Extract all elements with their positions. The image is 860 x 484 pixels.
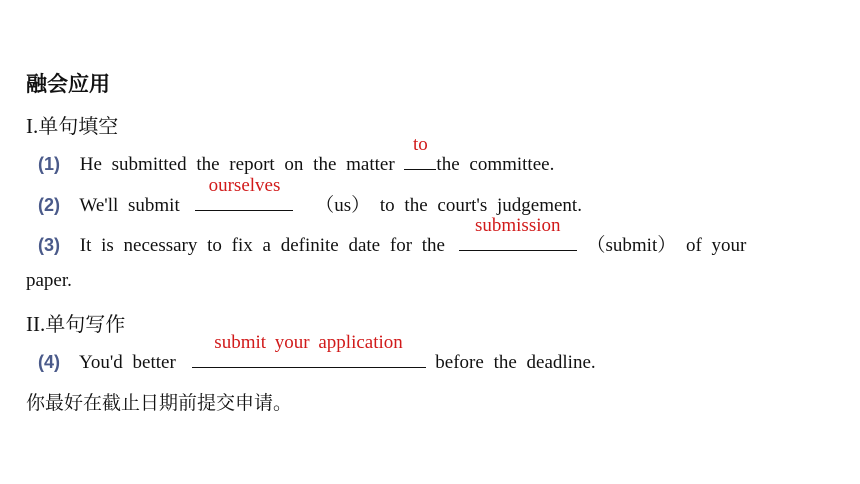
question-text-after: the committee. [436, 154, 555, 175]
answer-blank [404, 134, 436, 170]
question-hint: （us） [315, 195, 371, 216]
section-roman-numeral: II. [26, 312, 46, 336]
question-hint: （submit） [586, 235, 677, 256]
section-sentence-writing [26, 308, 125, 337]
section-title: 单句写作 [45, 312, 126, 336]
section-fill-blank [26, 110, 118, 139]
answer-blank [192, 332, 426, 368]
question-number: (1) [38, 154, 60, 174]
question-text-after: of your [685, 235, 747, 256]
question-2 [38, 175, 582, 217]
question-3 [38, 215, 747, 257]
question-text-before: We'll submit [79, 195, 180, 216]
section-roman-numeral: I. [26, 114, 39, 138]
question-4 [38, 332, 596, 374]
answer-blank [195, 175, 293, 211]
question-3-continuation: paper. [26, 270, 72, 291]
question-1 [38, 134, 555, 176]
answer-text: ourselves [208, 175, 281, 196]
question-text-before: He submitted the report on the matter [79, 154, 395, 175]
answer-blank [459, 215, 577, 251]
section-title: 单句填空 [38, 114, 119, 138]
question-text-after: before the deadline. [435, 352, 596, 373]
question-number: (3) [38, 235, 60, 255]
answer-text: submit your application [214, 332, 403, 353]
section-heading: 融会应用 [26, 72, 110, 96]
question-text-after: to the court's judgement. [379, 195, 582, 216]
chinese-translation: 你最好在截止日期前提交申请。 [26, 392, 293, 414]
question-text-before: You'd better [79, 352, 176, 373]
question-text-before: It is necessary to fix a definite date for the [79, 235, 445, 256]
answer-text: to [413, 134, 428, 155]
question-number: (4) [38, 352, 60, 372]
answer-text: submission [474, 215, 561, 236]
question-number: (2) [38, 195, 60, 215]
